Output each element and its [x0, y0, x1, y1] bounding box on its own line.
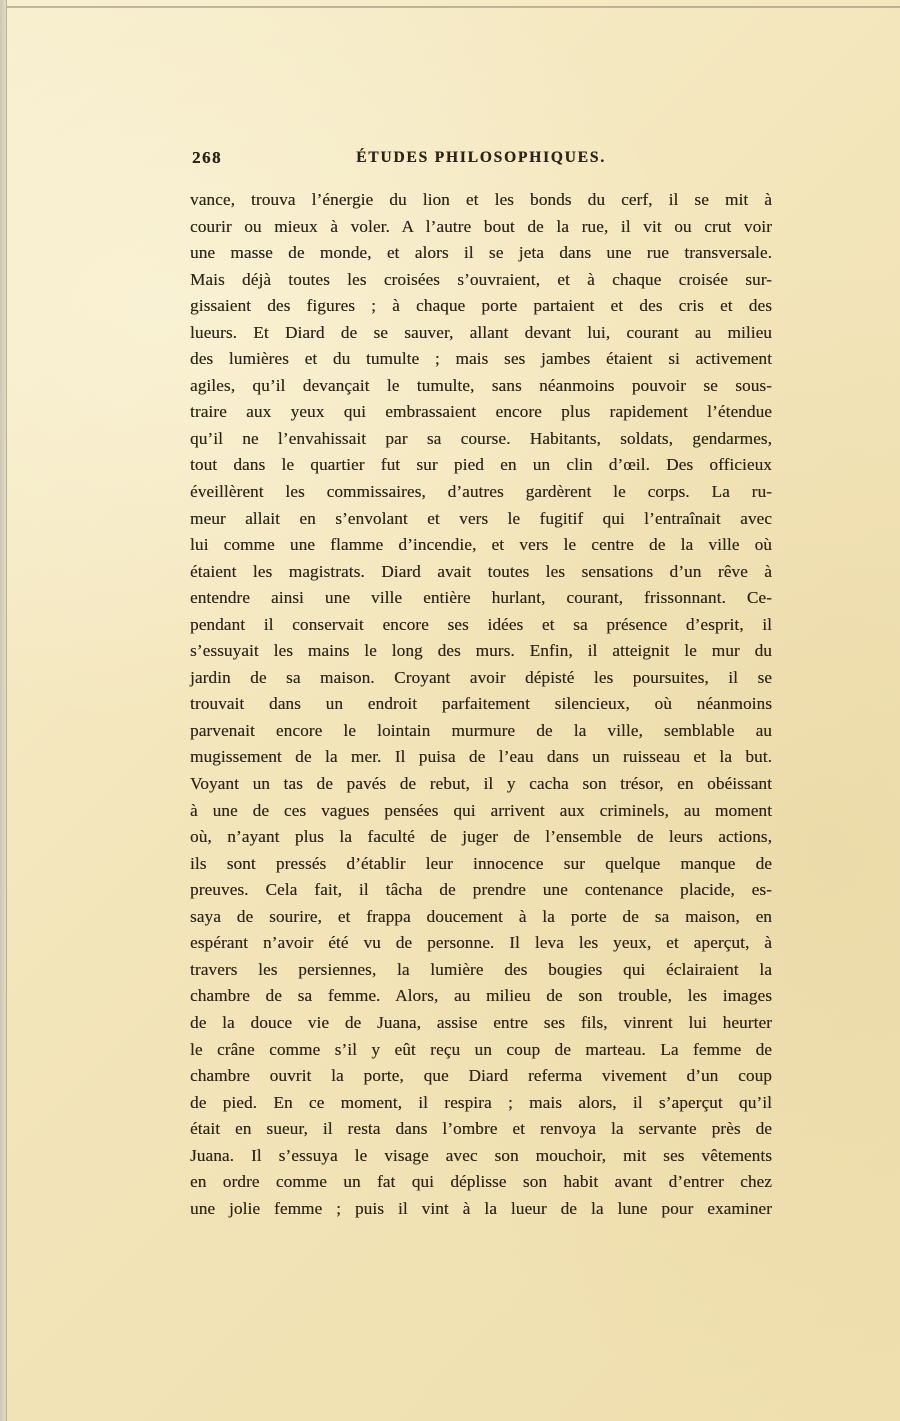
body-text-line: étaient les magistrats. Diard avait toutes les sensations d’un rêve à — [190, 561, 772, 581]
body-text-line: espérant n’avoir été vu de personne. Il leva les yeux, et aperçut, à — [190, 933, 772, 953]
body-text-line: de pied. En ce moment, il respira ; mais alors, il s’aperçut qu’il — [190, 1092, 772, 1112]
page-left-edge — [0, 0, 7, 1421]
body-text-line: preuves. Cela fait, il tâcha de prendre une contenance placide, es- — [190, 880, 772, 900]
body-text-line: Voyant un tas de pavés de rebut, il y cacha son trésor, en obéissant — [190, 774, 772, 794]
body-text-line: une jolie femme ; puis il vint à la lueur de la lune pour examiner — [190, 1198, 772, 1218]
body-text-line: était en sueur, il resta dans l’ombre et renvoya la servante près de — [190, 1119, 772, 1139]
body-text-line: gissaient des figures ; à chaque porte partaient et des cris et des — [190, 296, 772, 316]
body-text-line: ils sont pressés d’établir leur innocence sur quelque manque de — [190, 853, 772, 873]
body-text-line: jardin de sa maison. Croyant avoir dépisté les poursuites, il se — [190, 667, 772, 687]
body-text-line: qu’il ne l’envahissait par sa course. Habitants, soldats, gendarmes, — [190, 428, 772, 448]
body-text-line: pendant il conservait encore ses idées et sa présence d’esprit, il — [190, 614, 772, 634]
body-text-line: travers les persiennes, la lumière des bougies qui éclairaient la — [190, 959, 772, 979]
body-text-line: meur allait en s’envolant et vers le fugitif qui l’entraînait avec — [190, 508, 772, 528]
body-text-line: traire aux yeux qui embrassaient encore plus rapidement l’étendue — [190, 402, 772, 422]
body-text-line: tout dans le quartier fut sur pied en un clin d’œil. Des officieux — [190, 455, 772, 475]
body-text-line: le crâne comme s’il y eût reçu un coup de marteau. La femme de — [190, 1039, 772, 1059]
body-text-line: trouvait dans un endroit parfaitement silencieux, où néanmoins — [190, 694, 772, 714]
body-text-line: où, n’ayant plus la faculté de juger de l’ensemble de leurs actions, — [190, 827, 772, 847]
body-text-line: Juana. Il s’essuya le visage avec son mouchoir, mit ses vêtements — [190, 1145, 772, 1165]
body-text-block — [190, 187, 772, 1222]
body-text-line: une masse de monde, et alors il se jeta dans une rue transversale. — [190, 243, 772, 263]
body-text-line: des lumières et du tumulte ; mais ses jambes étaient si activement — [190, 349, 772, 369]
page-top-rule — [7, 6, 900, 8]
body-text-line: mugissement de la mer. Il puisa de l’eau dans un ruisseau et la but. — [190, 747, 772, 767]
body-text-line: s’essuyait les mains le long des murs. Enfin, il atteignit le mur du — [190, 641, 772, 661]
body-text-line: à une de ces vagues pensées qui arrivent aux criminels, au moment — [190, 800, 772, 820]
body-text-line: vance, trouva l’énergie du lion et les bonds du cerf, il se mit à — [190, 190, 772, 209]
body-text-line: de la douce vie de Juana, assise entre ses fils, vinrent lui heurter — [190, 1012, 772, 1032]
running-header-title: ÉTUDES PHILOSOPHIQUES. — [356, 149, 606, 166]
body-text-line: entendre ainsi une ville entière hurlant, courant, frissonnant. Ce- — [190, 588, 772, 608]
body-text-line: agiles, qu’il devançait le tumulte, sans néanmoins pouvoir se sous- — [190, 375, 772, 395]
page-header — [190, 148, 772, 170]
body-text-line: éveillèrent les commissaires, d’autres gardèrent le corps. La ru- — [190, 482, 772, 502]
page-number: 268 — [192, 148, 222, 167]
body-text-line: lui comme une flamme d’incendie, et vers le centre de la ville où — [190, 535, 772, 555]
body-text-line: parvenait encore le lointain murmure de la ville, semblable au — [190, 720, 772, 740]
body-text-line: chambre de sa femme. Alors, au milieu de son trouble, les images — [190, 986, 772, 1006]
body-text-line: en ordre comme un fat qui déplisse son habit avant d’entrer chez — [190, 1172, 772, 1192]
body-text-line: chambre ouvrit la porte, que Diard referma vivement d’un coup — [190, 1066, 772, 1086]
body-text-line: lueurs. Et Diard de se sauver, allant devant lui, courant au milieu — [190, 322, 772, 342]
body-text-line: saya de sourire, et frappa doucement à la porte de sa maison, en — [190, 906, 772, 926]
body-text-line: Mais déjà toutes les croisées s’ouvraient, et à chaque croisée sur- — [190, 269, 772, 289]
body-text-line: courir ou mieux à voler. A l’autre bout de la rue, il vit ou crut voir — [190, 216, 772, 236]
